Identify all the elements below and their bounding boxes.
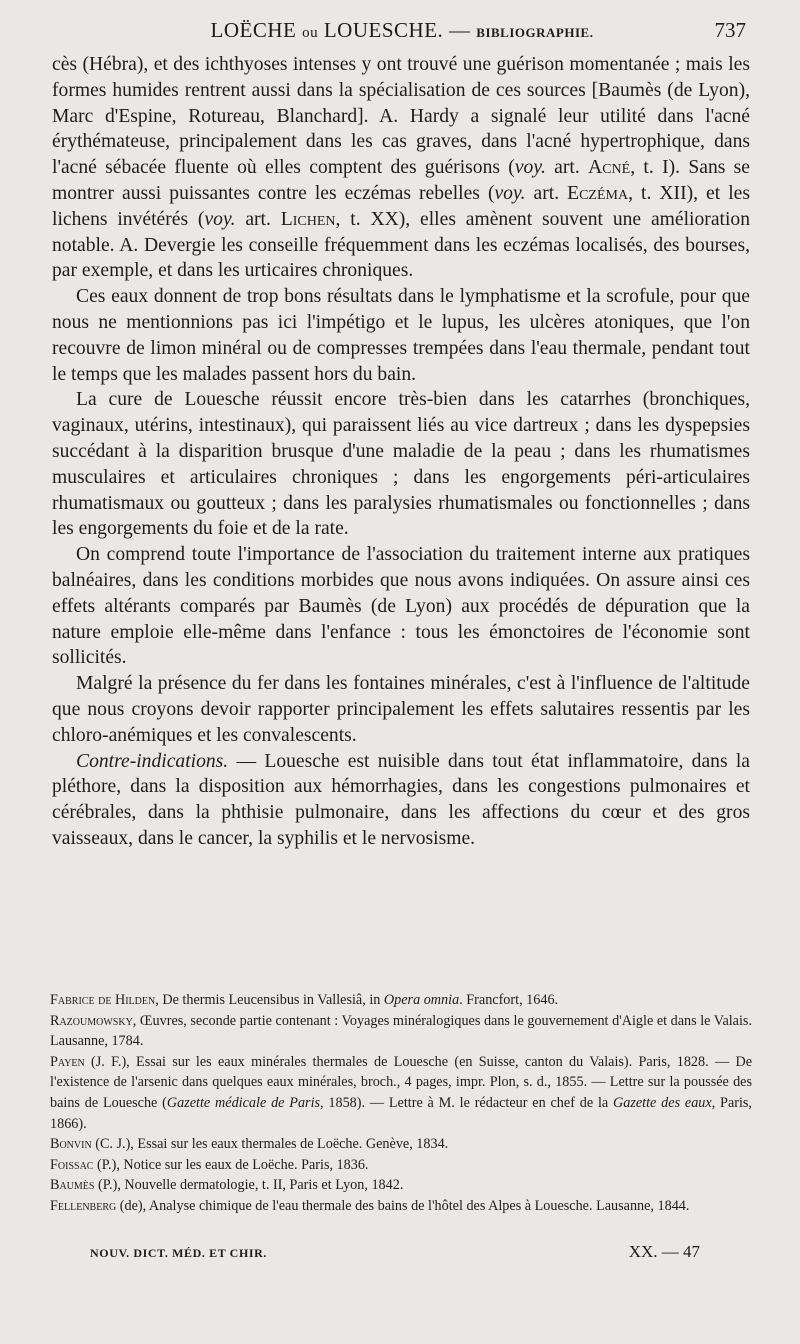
paragraph [52,52,750,284]
page-number: 737 [714,18,746,42]
author-name: Fellenberg [50,1197,117,1214]
text-run: La cure de Louesche réussit encore très-bien dans les catarrhes (bronchiques, vaginaux, utérins, intestinaux), qui paraissent liés au vice dartreux ; dans les dyspepsies succédant à la disparition brusque d'une maladie de la peau ; dans les rhumatismes musculaires et articulaires chroniques ; dans les engorgements péri-articulaires rhumatismaux ou goutteux ; dans les paralysies rhumatismales ou fonctionnelles ; dans les engorgements du foie et de la rate. [52,389,750,540]
bibliography-entry [50,990,752,1011]
bibliography-entry [50,1052,752,1134]
italic-text: Contre-indications. [76,750,229,772]
bibliography-entry [50,1134,752,1155]
italic-text: voy. [204,208,236,230]
author-name: Razoumowsky [50,1012,133,1029]
footer-signature: NOUV. DICT. MÉD. ET CHIR. [90,1246,268,1260]
author-name: Fabrice de Hilden [50,992,156,1008]
text-run: , t. XII), et les lichens invétérés ( [52,182,750,230]
paragraph [52,284,750,387]
title-ou: ou [302,25,319,41]
text-run: art. [525,182,568,204]
text-run: art. [235,208,281,230]
bibliography-entry [50,1155,752,1176]
text-run: (P.), Nouvelle dermatologie, t. II, Paris et Lyon, 1842. [94,1177,404,1194]
author-name: Baumès [50,1177,95,1194]
text-run: — Louesche est nuisible dans tout état inflammatoire, dans la pléthore, dans la disposition aux hémorrhagies, dans les congestions pulmonaires et cérébrales, dans la phthisie pulmonaire, dans les affections du cœur et des gros vaisseaux, dans le cancer, la syphilis et le nervosisme. [52,750,750,849]
author-name: Foissac [50,1156,94,1173]
body-text [52,52,750,852]
text-run: , t. XX), elles amènent souvent une amélioration notable. A. Devergie les conseille fréquemment dans les eczémas localisés, des bourses, par exemple, et dans les urticaires chroniques. [52,208,750,282]
italic-text: voy. [494,182,526,204]
running-title [52,18,752,43]
text-run: (J. F.), Essai sur les eaux minérales thermales de Louesche (en Suisse, canton du Valais). Paris, 1828. — De l'existence de l'arsenic dans quelques eaux minérales, broch., 4 pages, impr. Plon, s. d., 1855. — Lettre sur la poussée des bains de Louesche ( [50,1053,752,1111]
italic-text: Gazette des eaux [613,1094,712,1111]
text-run: On comprend toute l'importance de l'association du traitement interne aux pratiques balnéaires, dans les conditions morbides que nous avons indiquées. On assure ainsi ces effets altérants comparés par Baumès (de Lyon) aux procédés de dépuration que la nature emploie elle-même dans l'enfance : tous les émonctoires de l'économie sont sollicités. [52,544,750,669]
text-run: , Œuvres, seconde partie contenant : Voyages minéralogiques dans le gouvernement d'Aigle et dans le Valais. Lausanne, 1784. [50,1012,752,1050]
text-run: Malgré la présence du fer dans les fontaines minérales, c'est à l'influence de l'altitude que nous croyons devoir rapporter principalement les effets salutaires ressentis par les chloro-anémiques et les convalescents. [52,673,750,746]
title-main: LOËCHE [210,18,297,42]
author-name: Lichen [280,208,336,230]
footer-volume: XX. — 47 [628,1242,700,1261]
text-run: , De thermis Leucensibus in Vallesiâ, in [155,992,384,1008]
text-run: , 1858). — Lettre à M. le rédacteur en chef de la [320,1094,614,1111]
paragraph [52,387,750,542]
bibliography-entry [50,1011,752,1052]
text-run: , t. I). Sans se montrer aussi puissantes contre les eczémas rebelles ( [52,157,750,204]
text-run: (C. J.), Essai sur les eaux thermales de Loëche. Genève, 1834. [91,1136,449,1153]
author-name: Eczéma [567,182,629,204]
text-run: , Paris, 1866). [50,1094,752,1132]
title-dash: — [449,18,471,42]
title-section: BIBLIOGRAPHIE. [476,25,594,40]
italic-text: voy. [514,157,546,179]
author-name: Payen [50,1053,85,1070]
page-footer [90,1242,700,1264]
text-run: Ces eaux donnent de trop bons résultats dans le lymphatisme et la scrofule, pour que nous ne mentionnions pas ici l'impétigo et le lupus, les ulcères atoniques, que l'on recouvre de limon minéral ou de compresses trempées dans l'eau thermale, pendant tout le temps que les malades passent hors du bain. [52,286,750,385]
text-run: (de), Analyse chimique de l'eau thermale des bains de l'hôtel des Alpes à Louesche. Lausanne, 1844. [116,1197,690,1214]
author-name: Acné [588,157,631,179]
bibliography-list [50,990,752,1217]
text-run: (P.), Notice sur les eaux de Loëche. Paris, 1836. [93,1156,369,1173]
bibliography-entry [50,1196,752,1217]
text-run: art. [545,157,589,179]
text-run: . Francfort, 1646. [459,992,559,1008]
bibliography-entry [50,1175,752,1196]
paragraph [52,749,750,852]
italic-text: Gazette médicale de Paris [166,1094,321,1111]
italic-text: Opera omnia [383,992,460,1008]
author-name: Bonvin [50,1136,92,1153]
paragraph [52,671,750,748]
text-run: cès (Hébra), et des ichthyoses intenses y ont trouvé une guérison momentanée ; mais les formes humides rentrent aussi dans la spécialisation de ces sources [Baumès (de Lyon), Marc d'Espine, Rotureau, Blanchard]. A. Hardy a signalé leur utilité dans l'acné érythémateuse, principalement dans les cas graves, dans l'acné hypertrophique, dans l'acné sébacée fluente où elles comptent des guérisons ( [52,54,750,179]
running-header [52,16,752,48]
title-alt: LOUESCHE. [323,18,444,42]
paragraph [52,542,750,671]
